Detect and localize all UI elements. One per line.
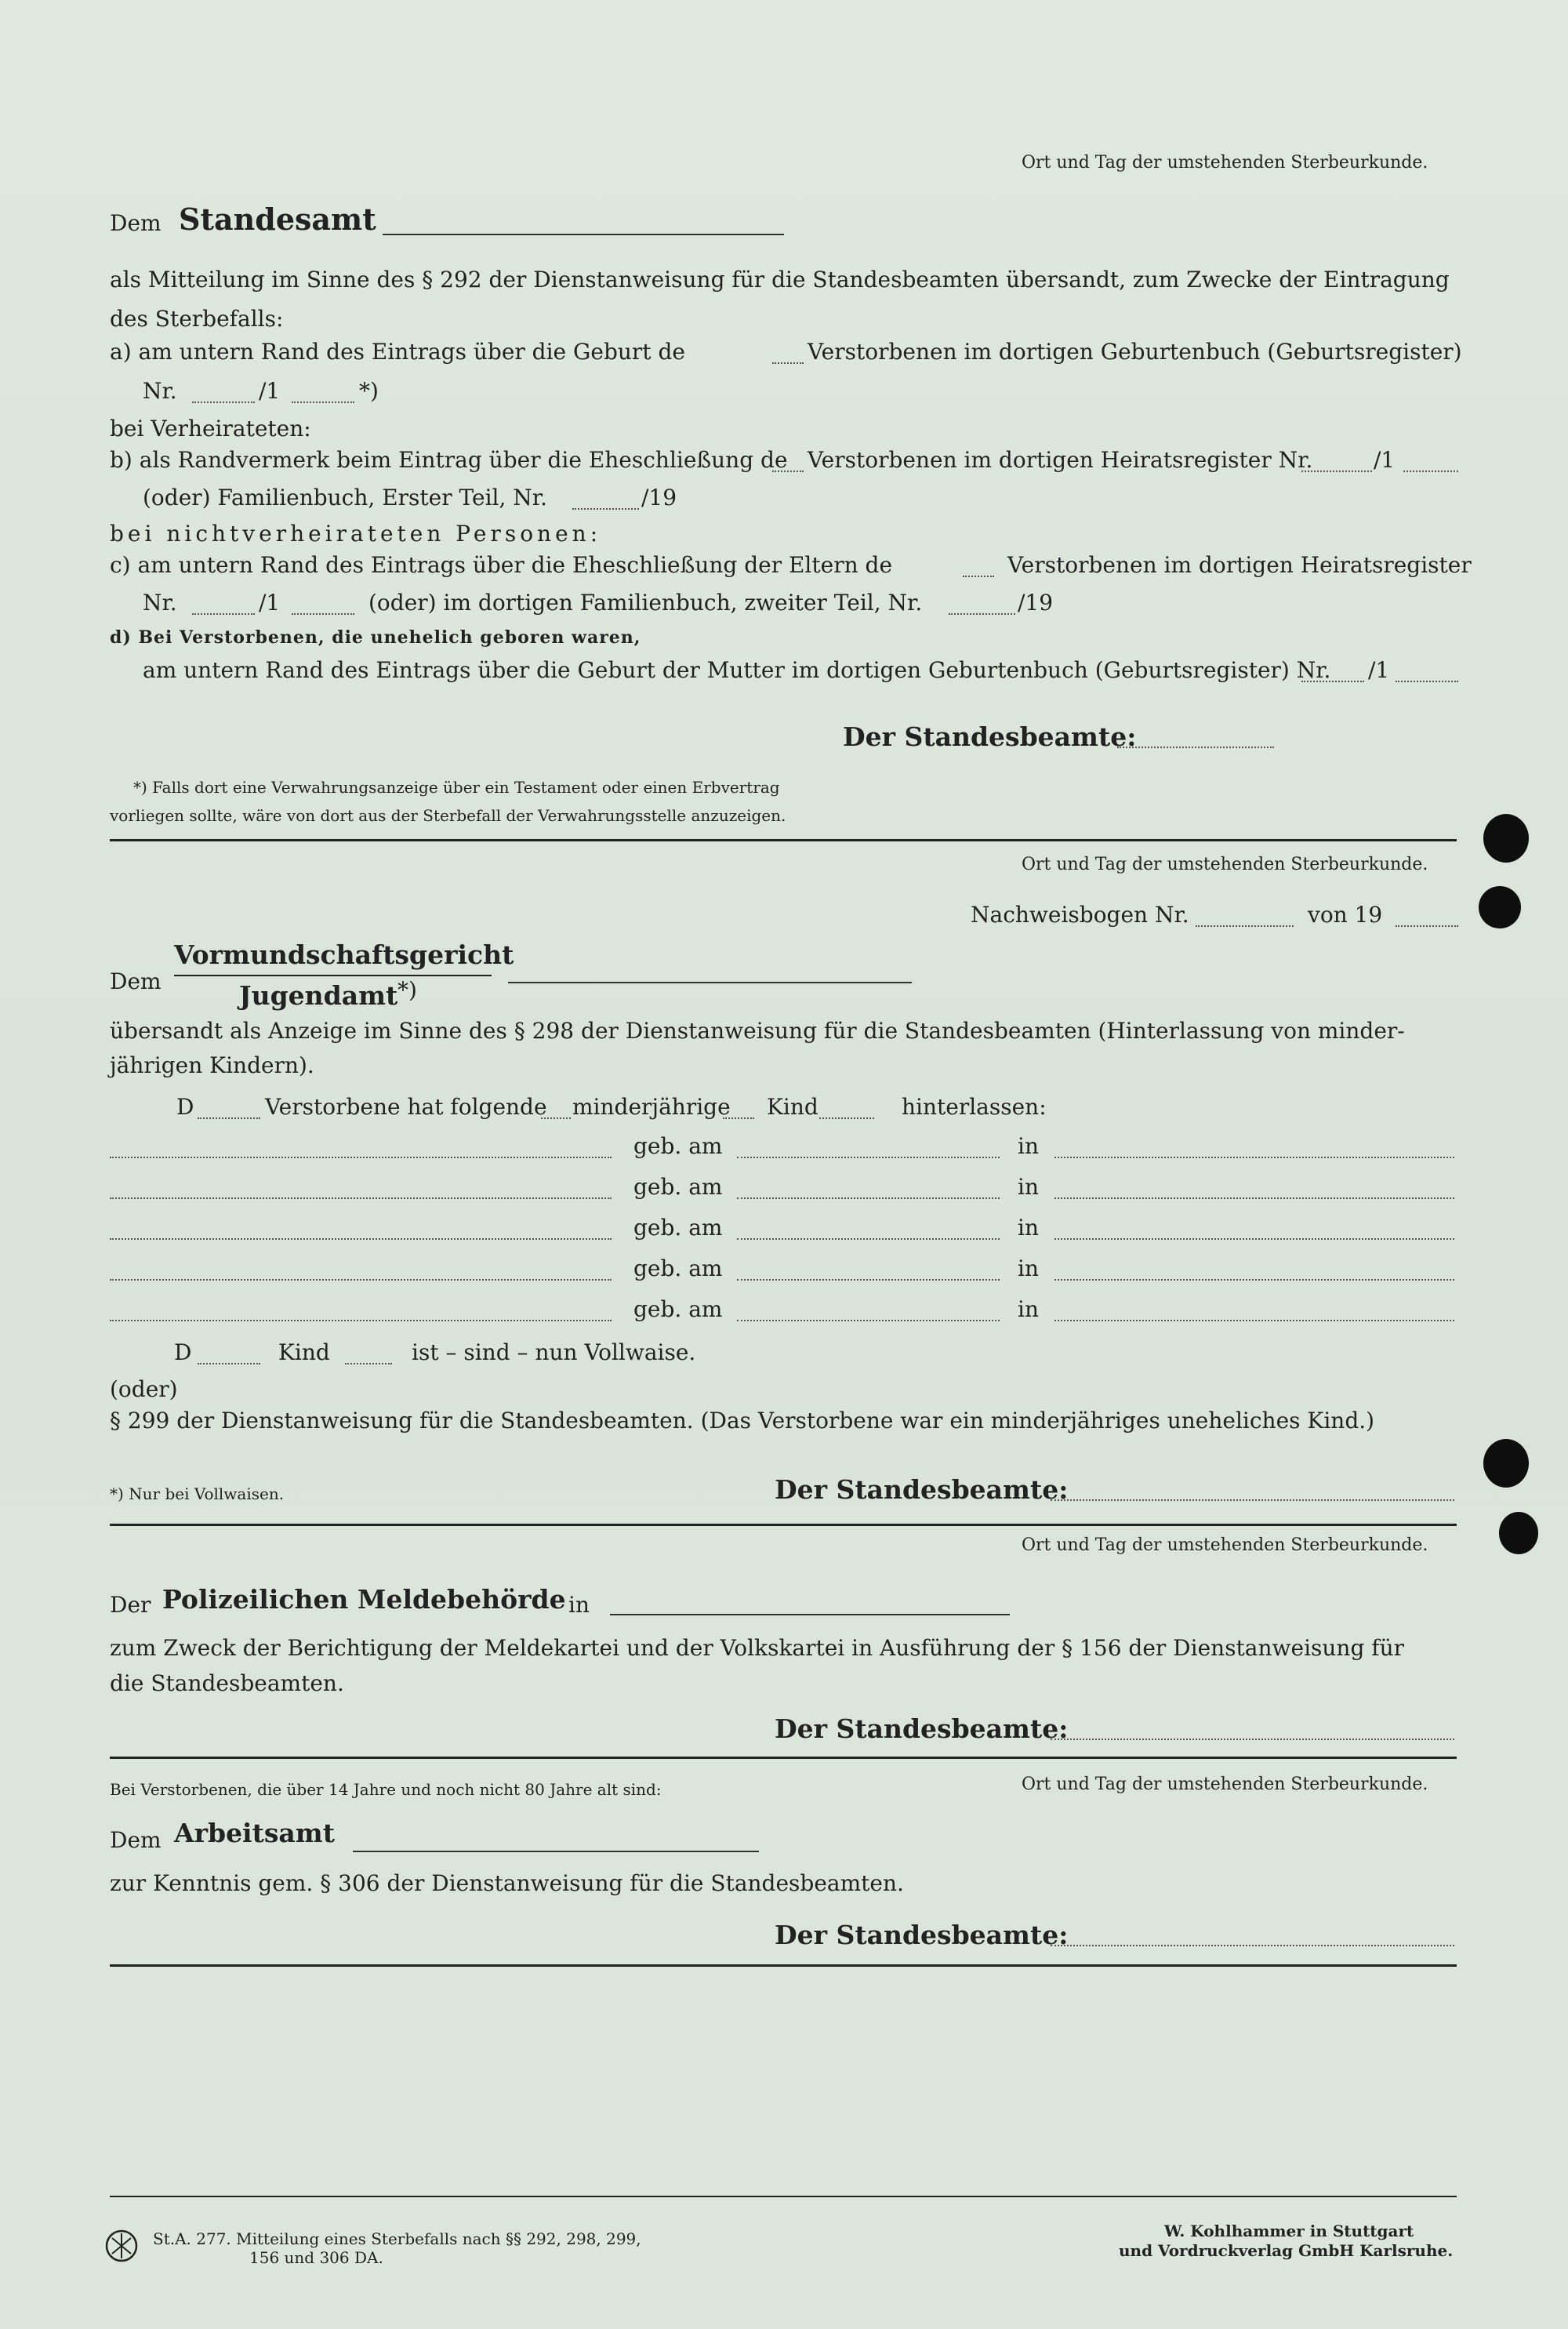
standesamt-heading: Standesamt xyxy=(179,202,376,237)
arbeitsamt-condition: Bei Verstorbenen, die über 14 Jahre und noch nicht 80 Jahre alt sind: xyxy=(110,1780,662,1799)
birthplace-in-label: in xyxy=(1018,1296,1039,1322)
standesbeamte-signature-label-4: Der Standesbeamte: xyxy=(775,1920,1069,1950)
item-d-slash: /1 xyxy=(1368,657,1390,683)
punch-hole xyxy=(1499,1512,1538,1554)
birthplace-in-label: in xyxy=(1018,1174,1039,1200)
item-c-nr-field[interactable] xyxy=(192,596,255,615)
child-birthplace-field[interactable] xyxy=(1054,1180,1454,1199)
standesbeamte-signature-label: Der Standesbeamte: xyxy=(843,721,1137,752)
item-b-text-2: Verstorbenen im dortigen Heiratsregister Nr. xyxy=(808,447,1313,473)
child-birthdate-field[interactable] xyxy=(737,1180,1000,1199)
ort-und-tag-label-3: Ort und Tag der umstehenden Sterbeurkunde. xyxy=(1022,1535,1428,1555)
birthplace-in-label: in xyxy=(1018,1133,1039,1159)
item-b-year-field[interactable] xyxy=(1403,453,1458,472)
item-b-ending-field[interactable] xyxy=(772,453,804,472)
arbeitsamt-text: zur Kenntnis gem. § 306 der Dienstanweisung für die Standesbeamten. xyxy=(110,1870,904,1896)
item-a-nr-label: Nr. xyxy=(143,378,177,404)
child-name-field[interactable] xyxy=(110,1221,612,1240)
child-birthdate-field[interactable] xyxy=(737,1139,1000,1158)
item-c-text-2: Verstorbenen im dortigen Heiratsregister xyxy=(1007,552,1472,578)
footnote-text: *) Falls dort eine Verwahrungsanzeige über ein Testament oder einen Erbvertrag xyxy=(133,778,780,797)
vormundschaft-text-2: jährigen Kindern). xyxy=(110,1052,314,1078)
item-b-fb-nr-field[interactable] xyxy=(572,491,639,510)
verstorbene-ending-field-3[interactable] xyxy=(723,1100,754,1119)
item-b-familienbuch: (oder) Familienbuch, Erster Teil, Nr. xyxy=(143,485,547,510)
child-birthdate-field[interactable] xyxy=(737,1303,1000,1321)
item-c-year-field[interactable] xyxy=(292,596,354,615)
item-d-year-field[interactable] xyxy=(1396,663,1458,682)
nachweisbogen-label: Nachweisbogen Nr. xyxy=(971,902,1189,928)
geb-am-label: geb. am xyxy=(633,1296,723,1322)
verstorbene-ending-field[interactable] xyxy=(198,1100,260,1119)
standesbeamte-signature-label-3: Der Standesbeamte: xyxy=(775,1713,1069,1744)
meldebehoerde-place-field[interactable] xyxy=(610,1614,1010,1615)
printer-mark-icon xyxy=(104,2229,139,2263)
geb-am-label: geb. am xyxy=(633,1174,723,1200)
standesamt-name-field[interactable] xyxy=(383,234,784,235)
vollwaise-ending-field[interactable] xyxy=(198,1346,260,1364)
vollwaisen-footnote: *) Nur bei Vollwaisen. xyxy=(110,1484,285,1503)
nachweisbogen-year: von 19 xyxy=(1308,902,1383,928)
item-d-text: d) Bei Verstorbenen, die unehelich geboren waren, xyxy=(110,627,641,648)
verstorbene-ending-field-2[interactable] xyxy=(541,1100,571,1119)
item-d-nr-field[interactable] xyxy=(1301,663,1364,682)
meldebehoerde-heading: Polizeilichen Meldebehörde xyxy=(162,1584,566,1615)
item-c-fb-nr-field[interactable] xyxy=(949,596,1015,615)
jugendamt-heading: Jugendamt xyxy=(239,980,398,1011)
nachweisbogen-year-field[interactable] xyxy=(1396,908,1458,927)
arbeitsamt-heading: Arbeitsamt xyxy=(174,1818,335,1848)
child-name-field[interactable] xyxy=(110,1262,612,1281)
section-divider-2 xyxy=(110,1524,1457,1526)
item-a-text-2: Verstorbenen im dortigen Geburtenbuch (Geburtsregister) xyxy=(808,339,1462,365)
section-divider-4 xyxy=(110,1964,1457,1967)
ort-und-tag-label-4: Ort und Tag der umstehenden Sterbeurkunde. xyxy=(1022,1775,1428,1794)
signature-field-1[interactable] xyxy=(1117,729,1274,748)
intro-text: als Mitteilung im Sinne des § 292 der Dienstanweisung für die Standesbeamten übersandt, zum Zwecke der Eintragung xyxy=(110,267,1450,292)
section-divider-1 xyxy=(110,839,1457,841)
vollwaise-ending-field-2[interactable] xyxy=(345,1346,392,1364)
publisher-text: W. Kohlhammer in Stuttgart xyxy=(1164,2222,1414,2240)
meldebehoerde-text: zum Zweck der Berichtigung der Meldekartei und der Volkskartei in Ausführung der § 156 der Dienstanweisung für xyxy=(110,1635,1405,1661)
meldebehoerde-text-2: die Standesbeamten. xyxy=(110,1670,344,1696)
item-d-text-2: am untern Rand des Eintrags über die Geburt der Mutter im dortigen Geburtenbuch (Geburtsregister) Nr. xyxy=(143,657,1331,683)
form-number-text: St.A. 277. Mitteilung eines Sterbefalls nach §§ 292, 298, 299, xyxy=(153,2229,641,2248)
child-birthplace-field[interactable] xyxy=(1054,1139,1454,1158)
child-name-field[interactable] xyxy=(110,1139,612,1158)
section-divider-3 xyxy=(110,1757,1457,1759)
child-name-field[interactable] xyxy=(110,1303,612,1321)
birthplace-in-label: in xyxy=(1018,1255,1039,1281)
child-birthplace-field[interactable] xyxy=(1054,1303,1454,1321)
item-b-slash: /1 xyxy=(1374,447,1396,473)
standesbeamte-signature-label-2: Der Standesbeamte: xyxy=(775,1474,1069,1505)
item-b-text: b) als Randvermerk beim Eintrag über die Eheschließung de xyxy=(110,447,788,473)
oder-label: (oder) xyxy=(110,1376,178,1402)
item-c-ending-field[interactable] xyxy=(963,558,994,577)
child-birthdate-field[interactable] xyxy=(737,1221,1000,1240)
item-a-ending-field[interactable] xyxy=(772,345,804,364)
intro-text-2: des Sterbefalls: xyxy=(110,306,284,332)
arbeitsamt-name-field[interactable] xyxy=(353,1851,759,1852)
verstorbene-minderjaehrige: minderjährige xyxy=(572,1094,731,1120)
dem-label: Dem xyxy=(110,210,162,236)
verstorbene-hinterlassen: hinterlassen: xyxy=(902,1094,1047,1120)
dem-label-2: Dem xyxy=(110,968,162,994)
signature-field-2[interactable] xyxy=(1051,1482,1454,1501)
item-c-text: c) am untern Rand des Eintrags über die Eheschließung der Eltern de xyxy=(110,552,893,578)
geb-am-label: geb. am xyxy=(633,1255,723,1281)
signature-field-4[interactable] xyxy=(1051,1928,1454,1946)
vormundschaft-text: übersandt als Anzeige im Sinne des § 298 der Dienstanweisung für die Standesbeamten (Hinterlassung von minder- xyxy=(110,1018,1405,1044)
punch-hole xyxy=(1483,814,1529,863)
item-a-year-field[interactable] xyxy=(292,384,354,403)
jugendamt-footnote-mark: *) xyxy=(397,977,417,1003)
item-c-fb-year: /19 xyxy=(1018,590,1054,616)
vollwaise-d: D xyxy=(174,1339,192,1365)
child-birthplace-field[interactable] xyxy=(1054,1221,1454,1240)
verstorbene-ending-field-4[interactable] xyxy=(819,1100,874,1119)
punch-hole xyxy=(1479,886,1521,928)
verstorbene-kind: Kind xyxy=(767,1094,818,1120)
item-c-nr-label: Nr. xyxy=(143,590,177,616)
item-b-nr-field[interactable] xyxy=(1301,453,1372,472)
ort-und-tag-label: Ort und Tag der umstehenden Sterbeurkunde. xyxy=(1022,153,1428,173)
par299-text: § 299 der Dienstanweisung für die Standesbeamten. (Das Verstorbene war ein minderjähriges uneheliches Kind.) xyxy=(110,1408,1375,1433)
bei-nichtverheirateten-label: bei nichtverheirateten Personen: xyxy=(110,521,602,547)
item-b-fb-year: /19 xyxy=(641,485,677,510)
office-separator xyxy=(174,975,492,976)
signature-field-3[interactable] xyxy=(1051,1721,1454,1740)
item-a-text: a) am untern Rand des Eintrags über die Geburt de xyxy=(110,339,685,365)
punch-hole xyxy=(1483,1439,1529,1488)
item-a-nr-field[interactable] xyxy=(192,384,255,403)
footer-divider xyxy=(110,2196,1457,2197)
form-number-text-2: 156 und 306 DA. xyxy=(249,2248,383,2267)
geb-am-label: geb. am xyxy=(633,1133,723,1159)
item-a-star: *) xyxy=(359,378,379,404)
verstorbene-text: Verstorbene hat folgende xyxy=(265,1094,547,1120)
vormundschaftsgericht-heading: Vormundschaftsgericht xyxy=(174,939,514,970)
dem-label-3: Dem xyxy=(110,1827,162,1853)
vollwaise-kind: Kind xyxy=(278,1339,330,1365)
der-label: Der xyxy=(110,1592,151,1618)
geb-am-label: geb. am xyxy=(633,1215,723,1241)
nachweisbogen-nr-field[interactable] xyxy=(1196,908,1294,927)
item-c-familienbuch: (oder) im dortigen Familienbuch, zweiter Teil, Nr. xyxy=(368,590,923,616)
publisher-text-2: und Vordruckverlag GmbH Karlsruhe. xyxy=(1119,2241,1454,2260)
child-birthdate-field[interactable] xyxy=(737,1262,1000,1281)
footnote-text-2: vorliegen sollte, wäre von dort aus der Sterbefall der Verwahrungsstelle anzuzeigen. xyxy=(110,806,786,825)
vollwaise-text: ist – sind – nun Vollwaise. xyxy=(412,1339,696,1365)
child-name-field[interactable] xyxy=(110,1180,612,1199)
vormundschaft-name-field[interactable] xyxy=(508,982,912,983)
meldebehoerde-in-label: in xyxy=(568,1592,590,1618)
item-c-slash: /1 xyxy=(259,590,281,616)
ort-und-tag-label-2: Ort und Tag der umstehenden Sterbeurkunde. xyxy=(1022,855,1428,874)
birthplace-in-label: in xyxy=(1018,1215,1039,1241)
item-a-slash: /1 xyxy=(259,378,281,404)
bei-verheirateten-label: bei Verheirateten: xyxy=(110,416,311,441)
child-birthplace-field[interactable] xyxy=(1054,1262,1454,1281)
verstorbene-d: D xyxy=(176,1094,194,1120)
